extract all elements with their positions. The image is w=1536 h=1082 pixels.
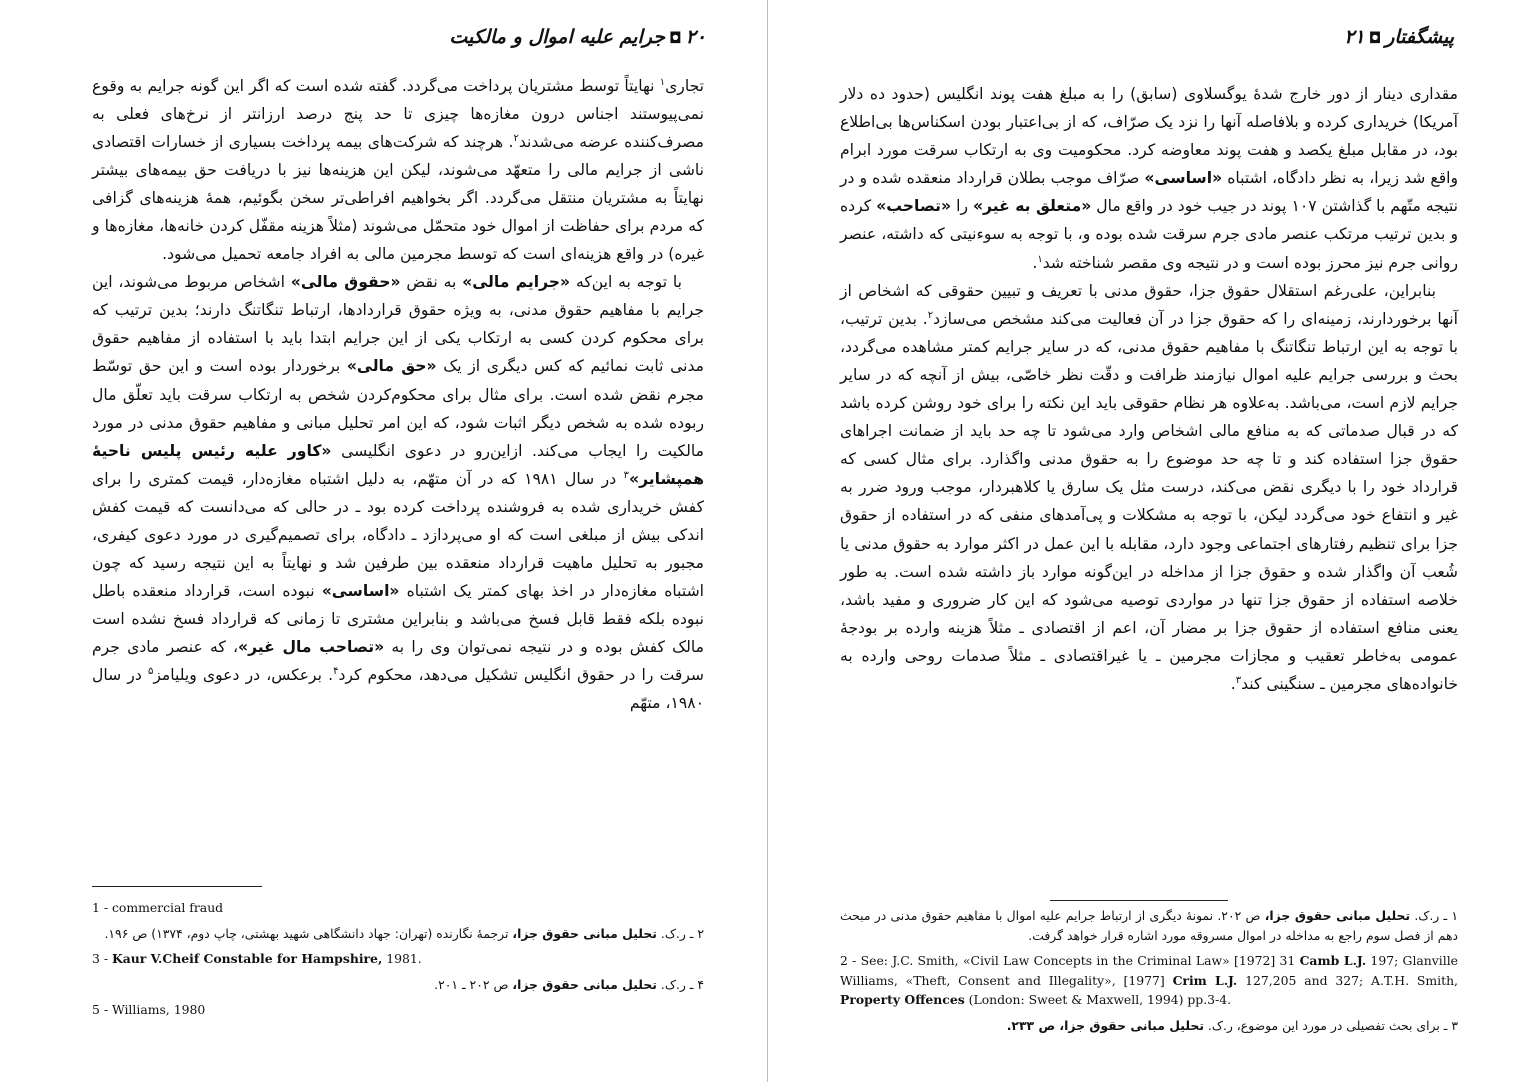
text-run: اشخاص مربوط می‌شوند، این جرایم با مفاهیم حقوق مدنی، به ویژه حقوق قراردادها، ارتباط تنگاتنگ دارند؛ بدین ترتیب که برای محکوم کردن کسی به ارتکاب یکی از این جرایم ابتدا باید با استفاده از مفاهیم حقوق مدنی ثابت نمائیم که کس دیگری از یک bbox=[92, 273, 704, 376]
page-number: ۲۰ bbox=[685, 26, 706, 48]
emphasized-term: «حق مالی» bbox=[346, 357, 437, 376]
right-page bbox=[768, 0, 1536, 1082]
text-run: . برعکس، در دعوی ویلیامز bbox=[153, 665, 334, 684]
text-run: 127,205 and 327; A.T.H. Smith, bbox=[1237, 972, 1458, 988]
text-run: کرده و بدین ترتیب مرتکب عنصر مادی جرم سرقت شده بوده و، با توجه به سوءنیتی که داشته، عنصر روانی جرم نیز محرز بوده است و در نتیجه وی مقصر شناخته شد bbox=[840, 197, 1458, 272]
footnote bbox=[840, 906, 1458, 945]
emphasized-term: «متعلق به غیر» bbox=[972, 197, 1092, 216]
body-text bbox=[840, 80, 1458, 698]
text-run: . بدین ترتیب، با توجه به این ارتباط تنگاتنگ با مفاهیم حقوق مدنی، که در سایر جرایم کمتر مشاهده می‌گردد، بحث و بررسی جرایم علیه اموال نیازمند ظرافت و دقّت نظر خاصّی، بیش از آنچه که در سایر جرایم لازم است، می‌باشد. به‌علاوه هر نظام حقوقی باید این نکته را برای خود روشن کرده باشد که در قبال صدماتی که به منافع مالی اشخاص وارد می‌شود تا چه حد باید از ضمانت اجراهای حقوق جزا استفاده کند و تا چه حد موضوع را به حقوق مدنی واگذارد. برای مثال کسی که قرارداد خود را با دیگری نقض می‌کند، درست مثل یک سارق یا کلاهبردار، موجب ورود ضرر به غیر و انتفاع خود می‌گردد لیکن، با توجه به مشکلات و پی‌آمدهای منفی که در استفاده از حقوق جزا برای تنظیم رفتارهای اجتماعی وجود دارد، مقابله با این عمل در اکثر موارد به حقوق مدنی یا شُعب آن واگذار شده و حقوق جزا از مداخله در این‌گونه موارد باز داشته شده است. به طور خلاصه استفاده از حقوق جزا تنها در مواردی توصیه می‌شود که این کار ضروری و مفید باشد، یعنی منافع استفاده از حقوق جزا بر مضار آن، اعم از اقتصادی ـ مثلاً هزینه وارده بر بودجهٔ عمومی به‌خاطر تعقیب و مجازات مجرمین ـ یا غیراقتصادی ـ مثلاً صدمات روحی وارده به خانواده‌های مجرمین ـ سنگینی کند bbox=[840, 309, 1458, 693]
footnote bbox=[92, 898, 704, 918]
page-number: ۲۱ bbox=[1344, 26, 1365, 48]
footnote-ref: ۱ bbox=[659, 76, 666, 88]
emphasized-term: تحلیل مبانی حقوق جزا، bbox=[512, 925, 657, 941]
emphasized-term: «تصاحب مال غیر» bbox=[238, 637, 385, 656]
footnote bbox=[92, 1000, 704, 1020]
text-run: ص ۲۰۲ ـ ۲۰۱. bbox=[434, 976, 513, 992]
footnote-ref: ۳ bbox=[623, 469, 630, 481]
footnotes bbox=[92, 898, 704, 1026]
text-run: تجاری bbox=[665, 77, 704, 95]
text-run: 197; Glanville Williams, «Theft, Consent and Illegality», [1977] bbox=[840, 953, 1458, 988]
emphasized-term: تحلیل مبانی حقوق جزا، bbox=[512, 976, 657, 992]
text-run: بنابراین، علی‌رغم استقلال حقوق جزا، حقوق مدنی با تعریف و تبیین حقوقی که اشخاص از آنها برخوردارند، زمینه‌ای را که حقوق جزا در آن فعالیت می‌کند مشخص می‌سازد bbox=[840, 281, 1458, 328]
text-run: 1 - commercial fraud bbox=[92, 900, 224, 915]
footnote-separator bbox=[92, 886, 262, 887]
header-mark-icon: ◘ bbox=[668, 29, 682, 47]
footnote bbox=[92, 975, 704, 995]
text-run: 5 - Williams, 1980 bbox=[92, 1002, 206, 1017]
header-mark-icon: ◘ bbox=[1368, 29, 1382, 47]
text-run: برخوردار بوده است و این حق توسّط مجرم نقض شده است. برای مثال برای محکوم‌کردن شخص به ارتکاب سرقت باید تعلّق مال ربوده شده به شخص دیگر اثبات شود، که این امر تحلیل مبانی و مفاهیم حقوق مدنی در مورد مالکیت را ایجاب می‌کند. ازاین‌رو در دعوی انگلیسی bbox=[92, 357, 704, 460]
emphasized-term: «جرایم مالی» bbox=[462, 273, 571, 292]
text-run: مقداری دینار از دور خارج شدهٔ یوگسلاوی (سابق) را به مبلغ هفت پوند انگلیس (حدود ده دلار آمریکا) خریداری کرده و بلافاصله آنها را نزد یک صرّاف، که از بی‌اعتبار بودن اسکناس‌ها بی‌اطلاع بود، در مقابل مبلغ یکصد و هفت پوند معاوضه کرد. محکومیت وی به ارتکاب سرقت مورد ابرام واقع شد زیرا، به نظر دادگاه، اشتباه bbox=[840, 85, 1459, 188]
footnote bbox=[92, 949, 704, 969]
text-run: 1981. bbox=[382, 951, 422, 966]
text-run: با توجه به این‌که bbox=[570, 273, 683, 292]
text-run: نهایتاً توسط مشتریان پرداخت می‌گردد. گفته شده است که اگر این گونه جرایم به وقوع نمی‌پیوستند اجناس درون مغازه‌ها چیزی تا حد پنج درصد ارزانتر از نرخ‌های فعلی به مصرف‌کننده عرضه می‌شدند bbox=[92, 77, 704, 152]
footnote bbox=[92, 924, 704, 944]
text-run: ص ۲۰۲. نمونهٔ دیگری از ارتباط جرایم علیه اموال با مفاهیم حقوق مدنی در مبحث دهم از فصل سوم راجع به مداخله در اموال مسروقه مورد اشاره قرار خواهد گرفت. bbox=[840, 908, 1458, 943]
header-title: جرایم علیه اموال و مالکیت bbox=[449, 26, 665, 48]
emphasized-term: Camb L.J. bbox=[1299, 953, 1367, 968]
footnote bbox=[840, 951, 1458, 1010]
text-run: در سال ۱۹۸۱ که در آن متهّم، به دلیل اشتباه مغازه‌دار، قیمت کمتری را برای کفش خریداری شده به فروشنده پرداخت کرده بود ـ در حالی که می‌دانست که قیمت کفش اندکی بیش از مبلغی است که او می‌پردازد ـ دادگاه، برای تصمیم‌گیری در مورد دعوی کیفری، مجبور به تحلیل ماهیت قرارداد منعقده بین طرفین شد و نهایتاً به این نتیجه رسید که چون اشتباه مغازه‌دار در اخذ بهای کمتر یک اشتباه bbox=[92, 469, 704, 600]
footnote-ref: ۱ bbox=[1037, 253, 1043, 265]
text-run: ترجمهٔ نگارنده (تهران: جهاد دانشگاهی شهید بهشتی، چاپ دوم، ۱۳۷۴) ص ۱۹۶. bbox=[104, 925, 513, 941]
text-run: 2 - See: J.C. Smith, «Civil Law Concepts in the Criminal Law» [1972] 31 bbox=[840, 953, 1300, 968]
paragraph bbox=[92, 268, 704, 717]
text-run: ۳ ـ برای بحث تفصیلی در مورد این موضوع، ر.ک. bbox=[1203, 1017, 1458, 1033]
text-run: ۲ ـ ر.ک. bbox=[656, 925, 704, 941]
emphasized-term: «کاور علیه رئیس پلیس ناحیهٔ همپشایر» bbox=[92, 441, 704, 488]
footnote-ref: ۳ bbox=[1235, 674, 1242, 686]
paragraph bbox=[92, 72, 704, 268]
text-run: . bbox=[1230, 674, 1236, 693]
emphasized-term: «اساسی» bbox=[321, 581, 400, 600]
emphasized-term: «تصاحب» bbox=[876, 197, 952, 216]
running-header bbox=[1344, 26, 1454, 48]
text-run: ۱ ـ ر.ک. bbox=[1410, 908, 1458, 923]
text-run: . bbox=[1032, 253, 1038, 272]
header-title: پیشگفتار bbox=[1385, 26, 1454, 48]
text-run: . هرچند که شرکت‌های بیمه پرداخت بسیاری از خسارات اقتصادی ناشی از جرایم مالی را متعهّد می‌شوند، لیکن این هزینه‌ها نیز با دریافت حق بیمه‌های بیشتر نهایتاً به مشتریان منتقل می‌گردد. اگر بخواهیم افراطی‌تر سخن بگوئیم، همهٔ هزینه‌های گزافی که مردم برای حفاظت از اموال خود متحمّل می‌شوند (مثلاً هزینه مقفّل کردن خانه‌ها، مغازه‌ها و غیره) در واقع هزینه‌ای است که توسط مجرمین مالی به افراد جامعه تحمیل می‌شود. bbox=[92, 133, 704, 264]
paragraph bbox=[840, 277, 1458, 698]
text-run: 3 - bbox=[92, 951, 112, 966]
text-run: (London: Sweet & Maxwell, 1994) pp.3-4. bbox=[964, 992, 1232, 1007]
footnotes bbox=[840, 906, 1458, 1041]
footnote-separator bbox=[1050, 900, 1228, 901]
footnote-ref: ۲ bbox=[513, 132, 519, 144]
emphasized-term: Property Offences bbox=[840, 992, 965, 1007]
text-run: ، که عنصر مادی جرم سرقت را در حقوق انگلیس تشکیل می‌دهد، محکوم کرد bbox=[92, 637, 704, 684]
emphasized-term: Crim L.J. bbox=[1172, 972, 1238, 988]
text-run: به نقض bbox=[400, 273, 463, 292]
footnote-ref: ۵ bbox=[147, 665, 154, 677]
emphasized-term: «حقوق مالی» bbox=[290, 273, 401, 292]
running-header bbox=[449, 26, 706, 48]
text-run: صرّاف موجب بطلان قرارداد منعقده شده و در نتیجه متّهم با گذاشتن ۱۰۷ پوند در جیب خود در واقع مال bbox=[840, 169, 1459, 216]
footnote-ref: ۴ bbox=[333, 665, 339, 677]
text-run: نبوده است، قرارداد منعقده باطل نبوده بلکه فقط قابل فسخ می‌باشد و بنابراین مشتری تا زمانی که قرارداد فسخ نشده است مالک کفش بوده و در نتیجه نمی‌توان وی را به bbox=[92, 581, 704, 656]
emphasized-term: تحلیل مبانی حقوق جزا، bbox=[1264, 908, 1411, 923]
footnote bbox=[840, 1016, 1458, 1036]
body-text bbox=[92, 72, 704, 717]
text-run: ۴ ـ ر.ک. bbox=[656, 976, 704, 992]
footnote-ref: ۲ bbox=[927, 309, 934, 321]
text-run: در سال ۱۹۸۰، متهّم bbox=[92, 665, 704, 713]
paragraph bbox=[840, 80, 1458, 277]
text-run: را bbox=[951, 197, 973, 216]
emphasized-term: «اساسی» bbox=[1144, 169, 1223, 188]
emphasized-term: تحلیل مبانی حقوق جزا، ص ۲۳۳. bbox=[1006, 1017, 1204, 1033]
emphasized-term: Kaur V.Cheif Constable for Hampshire, bbox=[111, 951, 383, 966]
